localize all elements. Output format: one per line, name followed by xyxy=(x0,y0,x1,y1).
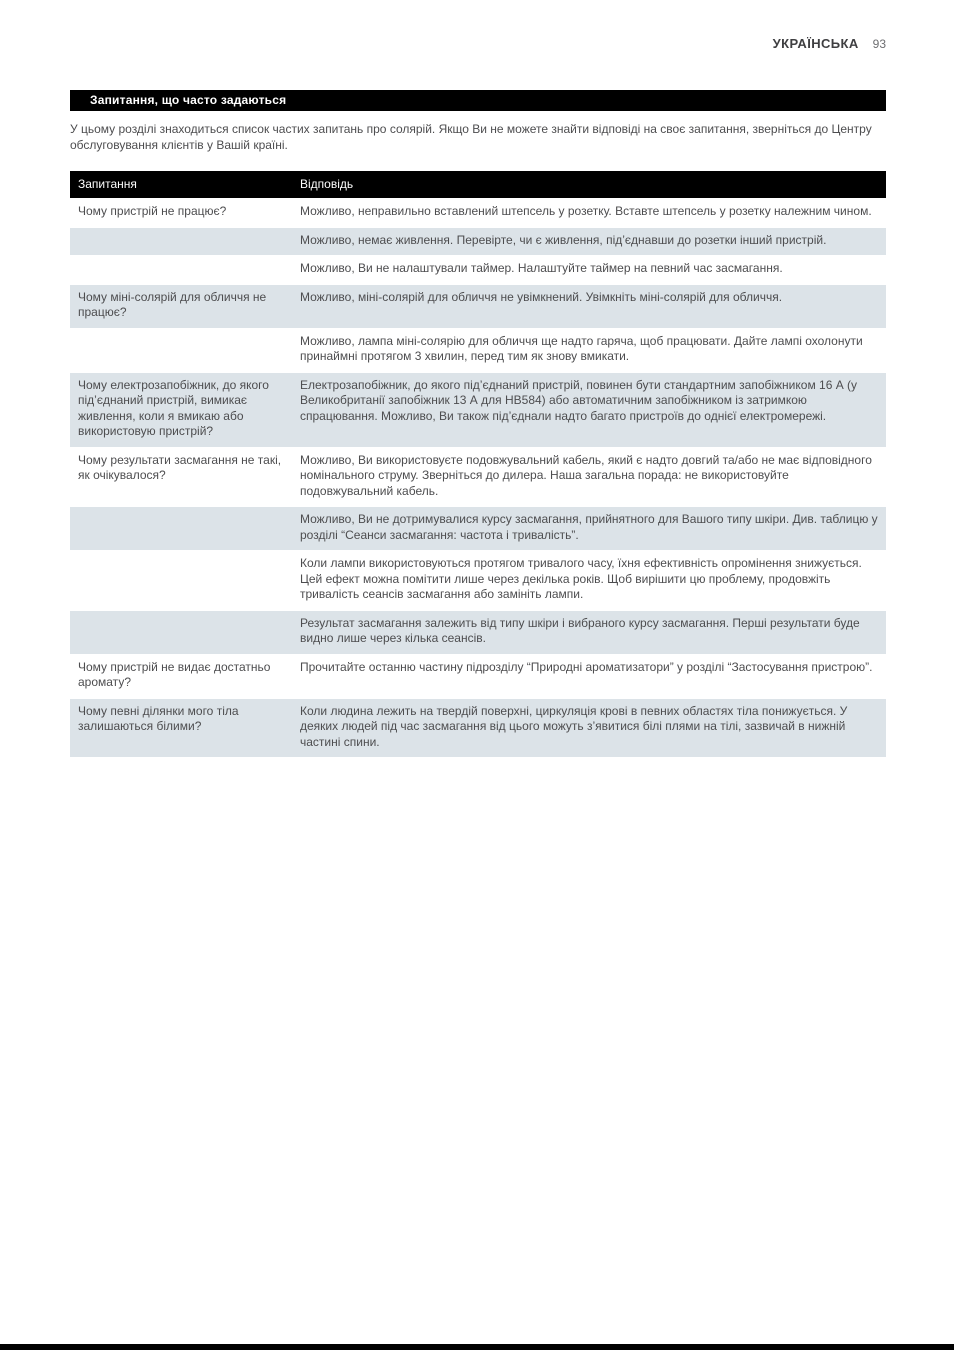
section-intro: У цьому розділі знаходиться список частих запитань про солярій. Якщо Ви не можете знайти відповіді на своє запитання, зверніться до Центру обслуговування клієнтів у Вашій країні. xyxy=(70,122,872,152)
page-header xyxy=(773,36,886,51)
answer-cell: Можливо, Ви використовуєте подовжувальний кабель, який є надто довгий та/або не має відповідного номінального струму. Зверніться до дилера. Наша загальна порада: не використовуйте подовжувальний кабель. xyxy=(300,452,872,498)
language-label: УКРАЇНСЬКА xyxy=(772,36,859,51)
table-row xyxy=(70,447,886,507)
answer-cell: Можливо, немає живлення. Перевірте, чи є живлення, під’єднавши до розетки інший пристрій. xyxy=(300,232,827,247)
section-title-bar xyxy=(70,90,886,111)
answer-cell: Можливо, лампа міні-солярію для обличчя ще надто гаряча, щоб працювати. Дайте лампі охолонути принаймні протягом 3 хвилин, перед тим як знову вмикати. xyxy=(300,333,863,363)
question-cell: Чому пристрій не працює? xyxy=(78,204,227,218)
faq-table xyxy=(70,171,886,757)
question-cell xyxy=(70,329,292,372)
question-cell xyxy=(70,551,292,610)
page-footer-bar xyxy=(0,1344,954,1350)
question-cell: Чому результати засмагання не такі, як очікувалося? xyxy=(78,452,282,482)
answer-column-header: Відповідь xyxy=(300,177,354,191)
table-row xyxy=(70,698,886,758)
question-cell xyxy=(70,611,292,654)
table-row xyxy=(70,654,886,698)
question-cell: Чому міні-солярій для обличчя не працює? xyxy=(78,289,267,319)
page-content xyxy=(70,90,886,757)
faq-table-body xyxy=(70,198,886,757)
answer-cell: Можливо, міні-солярій для обличчя не увімкнений. Увімкніть міні-солярій для обличчя. xyxy=(300,289,783,304)
page-number: 93 xyxy=(872,37,886,51)
question-cell xyxy=(70,228,292,256)
question-cell xyxy=(70,256,292,284)
answer-cell: Коли лампи використовуються протягом тривалого часу, їхня ефективність опромінення знижується. Цей ефект можна помітити лише через декілька років. Щоб вирішити цю проблему, продовжіть тривалість сеансів засмагання або замініть лампи. xyxy=(300,556,862,601)
question-cell xyxy=(70,507,292,550)
table-row xyxy=(70,506,886,550)
section-title: Запитання, що часто задаються xyxy=(90,93,287,107)
answer-cell: Можливо, неправильно вставлений штепсель у розетку. Вставте штепсель у розетку належним чином. xyxy=(300,204,872,218)
table-row xyxy=(70,610,886,654)
question-cell: Чому пристрій не видає достатньо аромату? xyxy=(78,659,271,689)
table-row xyxy=(70,227,886,256)
table-row xyxy=(70,255,886,284)
table-row xyxy=(70,198,886,227)
answer-cell: Електрозапобіжник, до якого під’єднаний пристрій, повинен бути стандартним запобіжником 16 А (у Великобританії запобіжник 13 А для HB584) або автоматичним запобіжником із затримкою спрацювання. Можливо, Ви також під’єднали надто багато пристроїв до однієї електромережі. xyxy=(300,377,858,423)
question-column-header: Запитання xyxy=(78,177,137,191)
question-cell: Чому певні ділянки мого тіла залишаються білими? xyxy=(78,703,239,733)
table-row xyxy=(70,372,886,447)
answer-cell: Прочитайте останню частину підрозділу “Природні ароматизатори” у розділі “Застосування пристрою”. xyxy=(300,659,873,674)
answer-cell: Можливо, Ви не дотримувалися курсу засмагання, прийнятного для Вашого типу шкіри. Див. таблицю у розділі “Сеанси засмагання: частота і тривалість”. xyxy=(300,512,878,542)
table-row xyxy=(70,328,886,372)
table-header-row xyxy=(70,171,886,198)
question-cell: Чому електрозапобіжник, до якого під’єднаний пристрій, вимикає живлення, коли я вмикаю або використовую пристрій? xyxy=(78,377,269,438)
table-row xyxy=(70,550,886,610)
answer-cell: Коли людина лежить на твердій поверхні, циркуляція крові в певних областях тіла понижується. У деяких людей під час засмагання від цього можуть з’явитися білі плями на тілі, зазвичай в нижній частині спини. xyxy=(300,703,848,749)
table-row xyxy=(70,284,886,328)
answer-cell: Результат засмагання залежить від типу шкіри і вибраного курсу засмагання. Перші результати буде видно лише через кілька сеансів. xyxy=(300,615,860,645)
answer-cell: Можливо, Ви не налаштували таймер. Налаштуйте таймер на певний час засмагання. xyxy=(300,261,783,275)
